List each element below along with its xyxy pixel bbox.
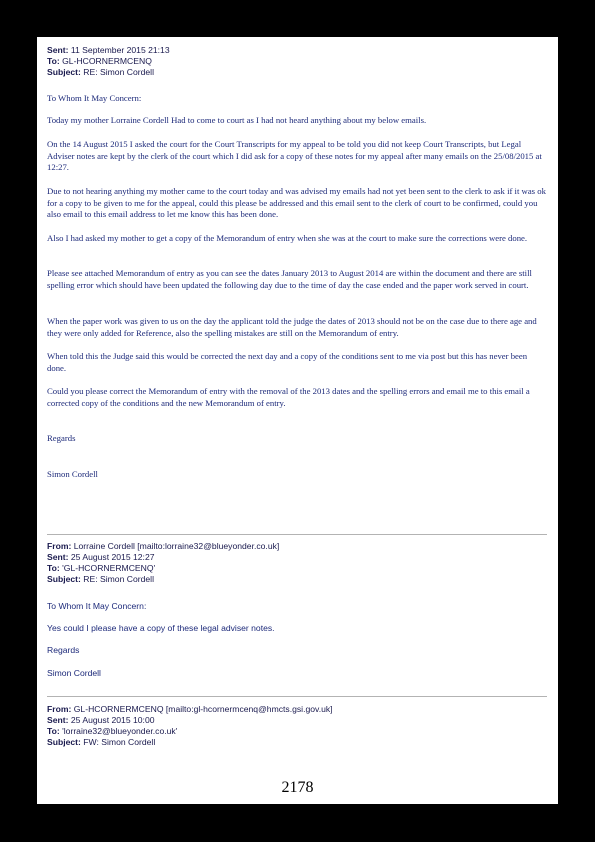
to-value: 'lorraine32@blueyonder.co.uk' (62, 726, 178, 736)
email1-greeting: To Whom It May Concern: (47, 93, 142, 103)
email2-closing: Regards (47, 645, 80, 655)
subject-value: RE: Simon Cordell (83, 67, 154, 77)
email2-from-line (47, 541, 279, 552)
email3-to-line (47, 726, 177, 737)
email2-to-line (47, 563, 155, 574)
email1-paragraph: When the paper work was given to us on the day the applicant told the judge the dates of 2013 should not be on the case due to there age and they were only added for Reference, also the spelling mistakes are still on the Memorandum of entry. (47, 316, 537, 338)
email1-paragraph: Today my mother Lorraine Cordell Had to come to court as I had not heard anything about my below emails. (47, 115, 427, 125)
email1-paragraph: Also I had asked my mother to get a copy of the Memorandum of entry when she was at the court to make sure the corrections were done. (47, 233, 528, 243)
email1-paragraph: Could you please correct the Memorandum of entry with the removal of the 2013 dates and the spelling errors and email me to this email a corrected copy of the conditions and the new Memorandum of entry. (47, 386, 530, 408)
email3-subject-line (47, 737, 155, 748)
document-page (37, 37, 558, 804)
subject-value: RE: Simon Cordell (83, 574, 154, 584)
to-label: To: (47, 563, 60, 573)
email1-paragraph: On the 14 August 2015 I asked the court for the Court Transcripts for my appeal to be told you did not keep Court Transcripts, but Legal Adviser notes are kept by the clerk of the court which I did ask for a copy of these notes for my appeal after many emails on the 25/08/2015 at 12:27. (47, 139, 542, 173)
email1-paragraph: Due to not hearing anything my mother came to the court today and was advised my emails had not yet been sent to the clerk to ask if it was ok for a copy to be given to me for the appeal, could this please be addressed and this email sent to the clerk of court to be confirmed, could you also email to this email address to let me know this has been done. (47, 186, 546, 220)
email2-body: Yes could I please have a copy of these legal adviser notes. (47, 623, 275, 633)
email1-sent-line (47, 45, 170, 56)
email3-from-line (47, 704, 333, 715)
sent-value: 25 August 2015 10:00 (70, 715, 155, 725)
to-label: To: (47, 726, 60, 736)
email2-subject-line (47, 574, 154, 585)
to-value: GL-HCORNERMCENQ (62, 56, 152, 66)
email1-to-line (47, 56, 152, 67)
subject-label: Subject: (47, 737, 81, 747)
page-number: 2178 (281, 779, 314, 796)
separator-rule (47, 696, 547, 697)
sent-label: Sent: (47, 45, 69, 55)
to-value: 'GL-HCORNERMCENQ' (62, 563, 156, 573)
email1-closing: Regards (47, 433, 76, 443)
email1-subject-line (47, 67, 154, 78)
email1-paragraph: When told this the Judge said this would be corrected the next day and a copy of the conditions sent to me via post but this has never been done. (47, 351, 528, 373)
from-value: Lorraine Cordell [mailto:lorraine32@blueyonder.co.uk] (73, 541, 280, 551)
sent-value: 25 August 2015 12:27 (70, 552, 155, 562)
sent-value: 11 September 2015 21:13 (70, 45, 170, 55)
email2-sent-line (47, 552, 155, 563)
email1-signature: Simon Cordell (47, 469, 98, 479)
from-label: From: (47, 704, 72, 714)
sent-label: Sent: (47, 552, 69, 562)
subject-label: Subject: (47, 67, 81, 77)
from-value: GL-HCORNERMCENQ [mailto:gl-hcornermcenq@hmcts.gsi.gov.uk] (73, 704, 333, 714)
separator-rule (47, 534, 547, 535)
sent-label: Sent: (47, 715, 69, 725)
from-label: From: (47, 541, 72, 551)
email2-greeting: To Whom It May Concern: (47, 601, 147, 611)
subject-label: Subject: (47, 574, 81, 584)
subject-value: FW: Simon Cordell (83, 737, 156, 747)
to-label: To: (47, 56, 60, 66)
email2-signature: Simon Cordell (47, 668, 101, 678)
email1-paragraph: Please see attached Memorandum of entry as you can see the dates January 2013 to August 2014 are within the document and there are still spelling error which should have been updated the following day due to the time of day the case ended and the paper work served in court. (47, 268, 532, 290)
email3-sent-line (47, 715, 155, 726)
